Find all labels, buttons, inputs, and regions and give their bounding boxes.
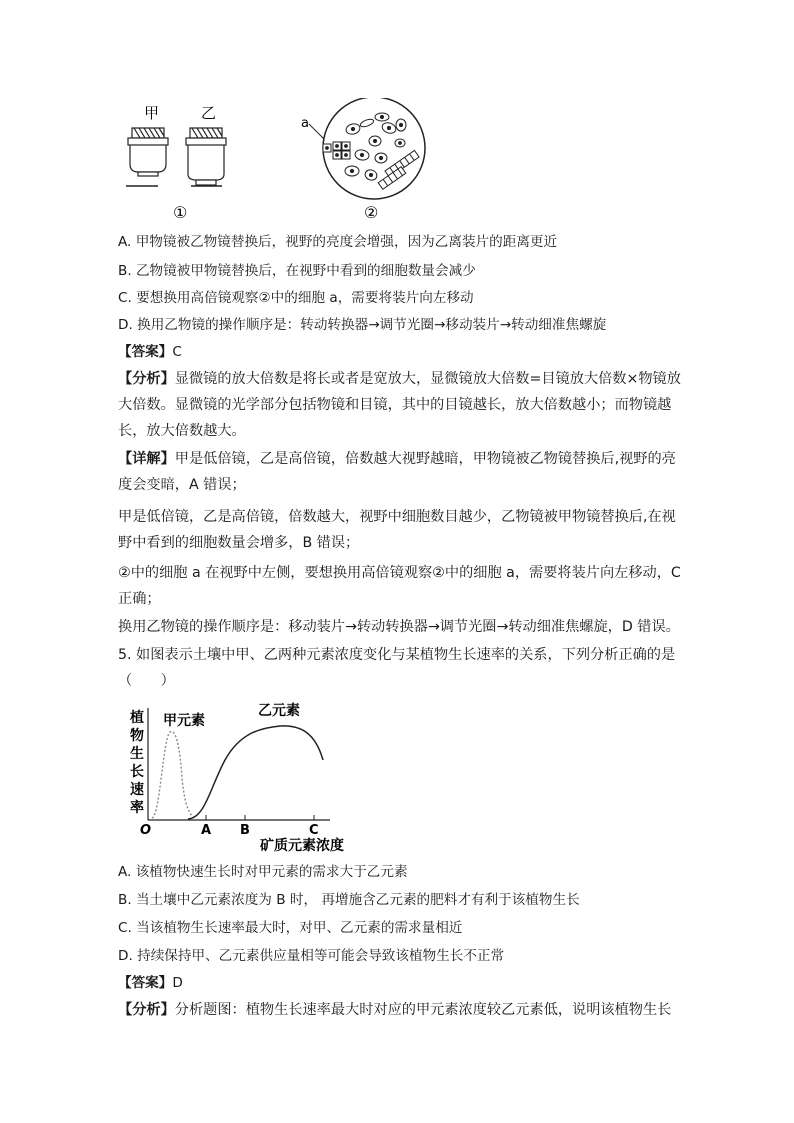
q4-option-c: C. 要想换用高倍镜观察②中的细胞 a，需要将装片向左移动: [118, 290, 474, 306]
ylabel-char: 植: [130, 710, 144, 726]
ylabel-char: 率: [130, 800, 144, 816]
caption-1: ①: [173, 203, 188, 222]
q5-analysis: [118, 1000, 671, 1020]
tick-label-c: C: [309, 823, 319, 838]
q4-answer: [118, 342, 182, 362]
y-axis-title: [130, 709, 144, 816]
q5-option-c: C. 当该植物生长速率最大时，对甲、乙元素的需求量相近: [118, 920, 463, 936]
label-yi: 乙: [201, 104, 217, 122]
field-of-view-figure: [298, 98, 448, 223]
q4-option-b: B. 乙物镜被甲物镜替换后，在视野中看到的细胞数量会减少: [118, 263, 476, 279]
caption-2: ②: [364, 203, 379, 222]
q4-option-a: A. 甲物镜被乙物镜替换后，视野的亮度会增强，因为乙离装片的距离更近: [118, 234, 558, 250]
analysis-text: 显微镜的放大倍数是将长或者是宽放大，显微镜放大倍数=目镜放大倍数×物镜放大倍数。显微镜的光学部分包括物镜和目镜，其中的目镜越长，放大倍数越小；而物镜越长，放大倍数越大。: [118, 371, 681, 439]
answer-value: D: [172, 975, 183, 991]
tick-label-b: B: [240, 823, 250, 838]
answer-tag: 【答案】: [118, 344, 173, 360]
objective-lens-figure: [118, 98, 288, 223]
tick-label-a: A: [201, 823, 212, 838]
q4-detail-2: 甲是低倍镜，乙是高倍镜，倍数越大，视野中细胞数目越少，乙物镜被甲物镜替换后,在视野中看到的细胞数量会增多，B 错误；: [118, 509, 676, 551]
answer-tag: 【答案】: [118, 975, 173, 991]
label-a: a: [301, 116, 309, 131]
series-jia-line: [152, 731, 196, 819]
growth-rate-chart: [130, 698, 360, 858]
q4-detail-3: ②中的细胞 a 在视野中左侧，要想换用高倍镜观察②中的细胞 a，需要将装片向左移动，C 正确；: [118, 565, 681, 607]
series-yi-line: [188, 726, 323, 819]
q4-detail: [118, 446, 688, 498]
series-yi-label: 乙元素: [258, 703, 300, 719]
detail-text-1: 甲是低倍镜，乙是高倍镜，倍数越大视野越暗，甲物镜被乙物镜替换后,视野的亮度会变暗，A 错误；: [118, 451, 676, 493]
analysis-text: 分析题图：植物生长速率最大时对应的甲元素浓度较乙元素低，说明该植物生长: [174, 1002, 672, 1018]
q5-stem: [118, 642, 698, 694]
ylabel-char: 长: [130, 764, 144, 780]
x-ticks: [201, 815, 319, 838]
q5-bracket: （ ）: [118, 673, 175, 689]
q4-analysis: [118, 366, 688, 444]
q4-detail-4: 换用乙物镜的操作顺序是：移动装片→转动转换器→调节光圈→转动细准焦螺旋，D 错误。: [118, 619, 680, 635]
objective-lens-jia-icon: [126, 128, 168, 186]
x-axis-title: 矿质元素浓度: [260, 838, 344, 854]
q4-option-d: D. 换用乙物镜的操作顺序是：转动转换器→调节光圈→移动装片→转动细准焦螺旋: [118, 317, 607, 333]
q5-option-d: D. 持续保持甲、乙元素供应量相等可能会导致该植物生长不正常: [118, 948, 505, 964]
objective-lens-yi-icon: [186, 128, 226, 186]
ylabel-char: 速: [130, 782, 144, 798]
q5-stem-text: 5. 如图表示土壤中甲、乙两种元素浓度变化与某植物生长速率的关系，下列分析正确的是: [118, 647, 676, 663]
detail-tag: 【详解】: [118, 451, 175, 467]
label-jia: 甲: [144, 104, 160, 122]
analysis-tag: 【分析】: [118, 1002, 175, 1018]
q5-option-a: A. 该植物快速生长时对甲元素的需求大于乙元素: [118, 864, 408, 880]
analysis-tag: 【分析】: [118, 371, 175, 387]
origin-label: O: [140, 823, 152, 838]
q5-answer: [118, 973, 183, 993]
series-jia-label: 甲元素: [163, 713, 205, 729]
ylabel-char: 生: [130, 746, 144, 762]
ylabel-char: 物: [130, 728, 144, 744]
q5-option-b: B. 当土壤中乙元素浓度为 B 时， 再增施含乙元素的肥料才有利于该植物生长: [118, 892, 580, 908]
answer-value: C: [172, 344, 182, 360]
